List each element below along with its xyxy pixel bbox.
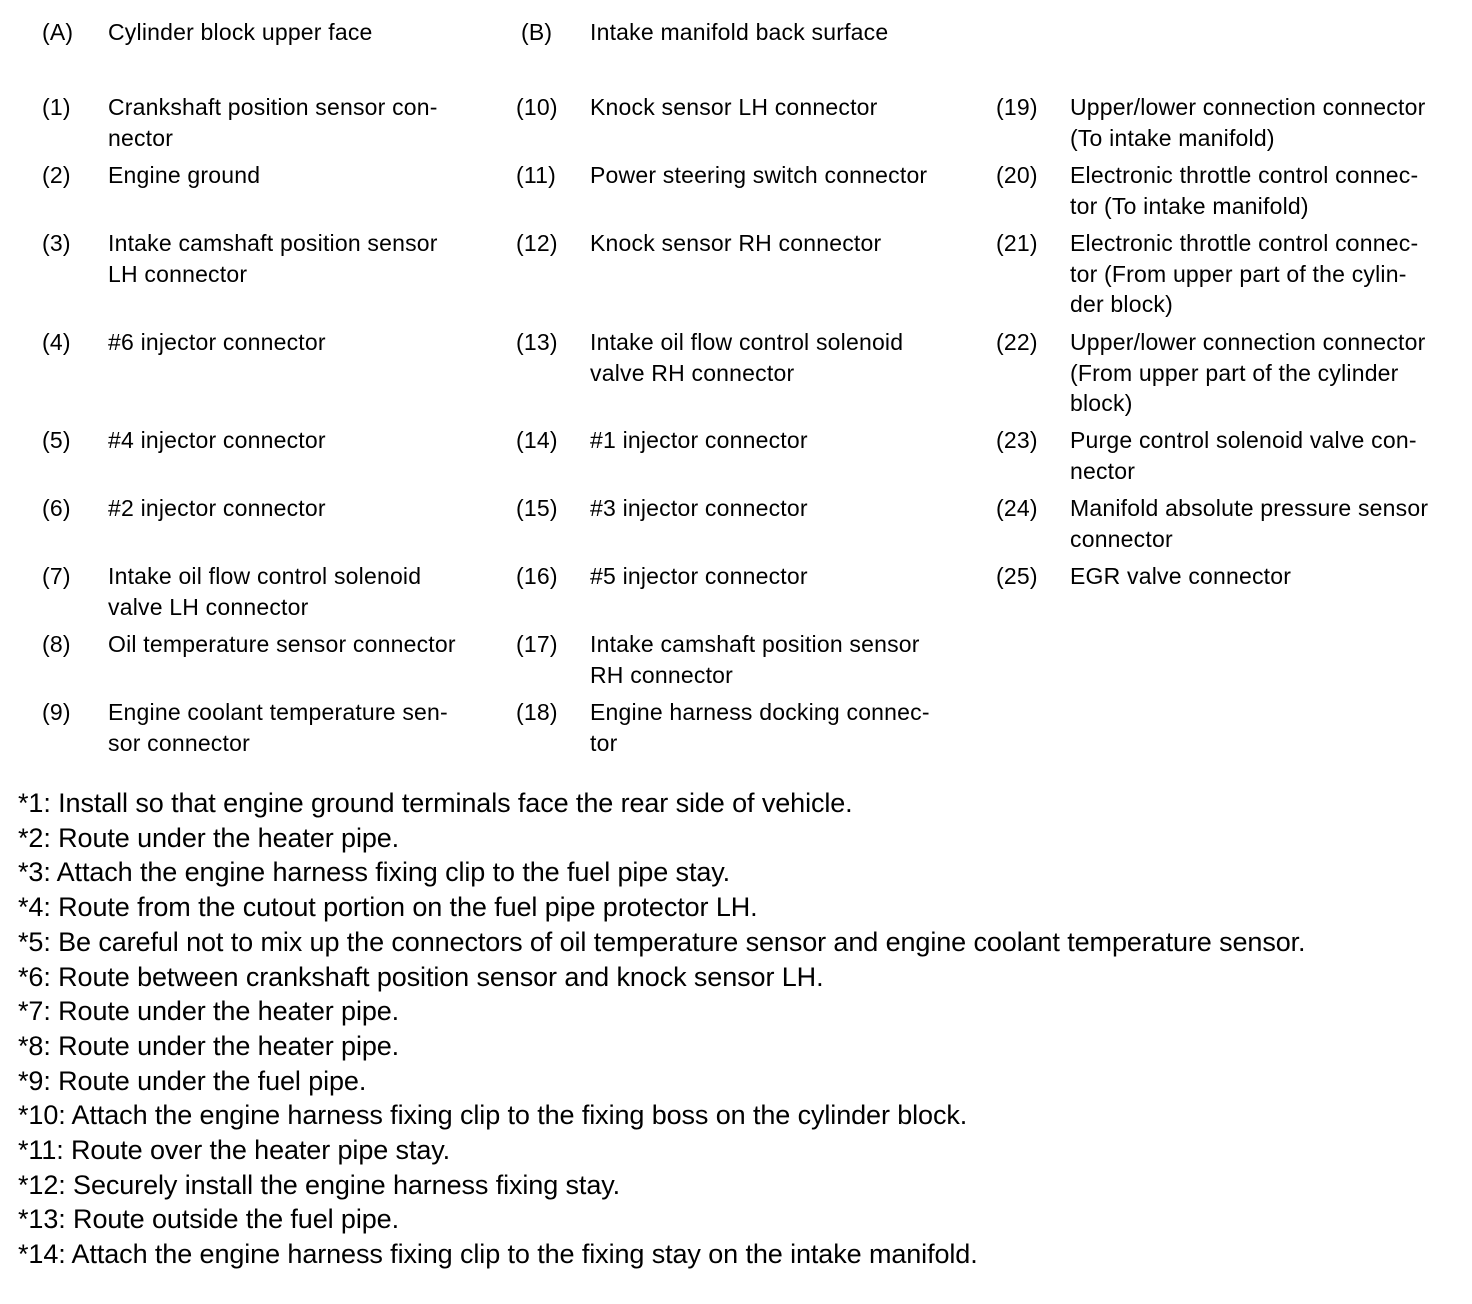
legend-key: (20): [996, 162, 1038, 188]
legend-key: (4): [42, 329, 71, 355]
note-11: *11: Route over the heater pipe stay.: [18, 1135, 451, 1166]
legend-key: (23): [996, 427, 1038, 453]
legend-text: Engine ground: [108, 162, 261, 188]
note-10: *10: Attach the engine harness fixing clip to the fixing boss on the cylinder block.: [18, 1100, 968, 1131]
legend-text: EGR valve connector: [1070, 563, 1292, 589]
legend-text: Electronic throttle control connec- tor (From upper part of the cylin- der block): [1070, 230, 1419, 317]
legend-text: Intake camshaft position sensor RH connector: [590, 631, 920, 688]
legend-text: Electronic throttle control connec- tor (To intake manifold): [1070, 162, 1419, 219]
legend-key: (24): [996, 495, 1038, 521]
legend-text: #1 injector connector: [590, 427, 808, 453]
legend-text: Oil temperature sensor connector: [108, 631, 456, 657]
legend-key: (3): [42, 230, 71, 256]
note-2: *2: Route under the heater pipe.: [18, 822, 400, 853]
legend-key: (21): [996, 230, 1038, 256]
legend-text: Knock sensor RH connector: [590, 230, 882, 256]
legend-text: Crankshaft position sensor con- nector: [108, 94, 438, 151]
note-6: *6: Route between crankshaft position sensor and knock sensor LH.: [18, 961, 824, 992]
legend-text: #2 injector connector: [108, 495, 326, 521]
note-13: *13: Route outside the fuel pipe.: [18, 1204, 399, 1235]
legend-key: (18): [516, 699, 558, 725]
note-7: *7: Route under the heater pipe.: [18, 996, 400, 1027]
legend-text: #4 injector connector: [108, 427, 326, 453]
legend-text: #6 injector connector: [108, 329, 326, 355]
legend-text: Intake manifold back surface: [590, 19, 889, 45]
legend-text: #3 injector connector: [590, 495, 808, 521]
legend-key: (B): [521, 19, 553, 45]
legend-text: #5 injector connector: [590, 563, 808, 589]
legend-key: (2): [42, 162, 71, 188]
note-1: *1: Install so that engine ground terminals face the rear side of vehicle.: [18, 788, 853, 818]
legend-text: Upper/lower connection connector (To intake manifold): [1070, 94, 1426, 151]
legend-text: Purge control solenoid valve con- nector: [1070, 427, 1417, 484]
legend-text: Manifold absolute pressure sensor connector: [1070, 495, 1429, 552]
legend-key: (6): [42, 495, 71, 521]
legend-key: (22): [996, 329, 1038, 355]
legend-key: (14): [516, 427, 558, 453]
legend-text: Intake oil flow control solenoid valve LH connector: [108, 563, 422, 620]
legend-key: (16): [516, 563, 558, 589]
legend-key: (13): [516, 329, 558, 355]
legend-text: Upper/lower connection connector (From upper part of the cylinder block): [1070, 329, 1426, 416]
legend-key: (8): [42, 631, 71, 657]
note-8: *8: Route under the heater pipe.: [18, 1030, 400, 1061]
legend-key: (12): [516, 230, 558, 256]
legend-text: Intake camshaft position sensor LH connector: [108, 230, 438, 287]
legend-key: (11): [516, 162, 556, 188]
legend-text: Power steering switch connector: [590, 162, 928, 188]
legend-text: Engine coolant temperature sen- sor connector: [108, 699, 448, 756]
legend-text: Intake oil flow control solenoid valve RH connector: [590, 329, 904, 386]
note-4: *4: Route from the cutout portion on the fuel pipe protector LH.: [18, 892, 758, 923]
note-9: *9: Route under the fuel pipe.: [18, 1065, 367, 1096]
legend-text: Knock sensor LH connector: [590, 94, 878, 120]
legend-key: (15): [516, 495, 558, 521]
legend-key: (17): [516, 631, 558, 657]
legend-key: (1): [42, 94, 71, 120]
legend-key: (10): [516, 94, 558, 120]
note-5: *5: Be careful not to mix up the connectors of oil temperature sensor and engine coolant temperature sensor.: [18, 926, 1306, 957]
legend-key: (5): [42, 427, 71, 453]
legend-text: Cylinder block upper face: [108, 19, 373, 45]
legend-text: Engine harness docking connec- tor: [590, 699, 930, 756]
legend-key: (9): [42, 699, 71, 725]
legend-key: (19): [996, 94, 1038, 120]
note-14: *14: Attach the engine harness fixing clip to the fixing stay on the intake manifold.: [18, 1239, 978, 1270]
legend-key: (25): [996, 563, 1038, 589]
note-3: *3: Attach the engine harness fixing clip to the fuel pipe stay.: [18, 857, 731, 888]
legend-key: (7): [42, 563, 71, 589]
notes-list: [18, 786, 1468, 1272]
note-12: *12: Securely install the engine harness fixing stay.: [18, 1169, 621, 1200]
legend-key: (A): [42, 19, 74, 45]
